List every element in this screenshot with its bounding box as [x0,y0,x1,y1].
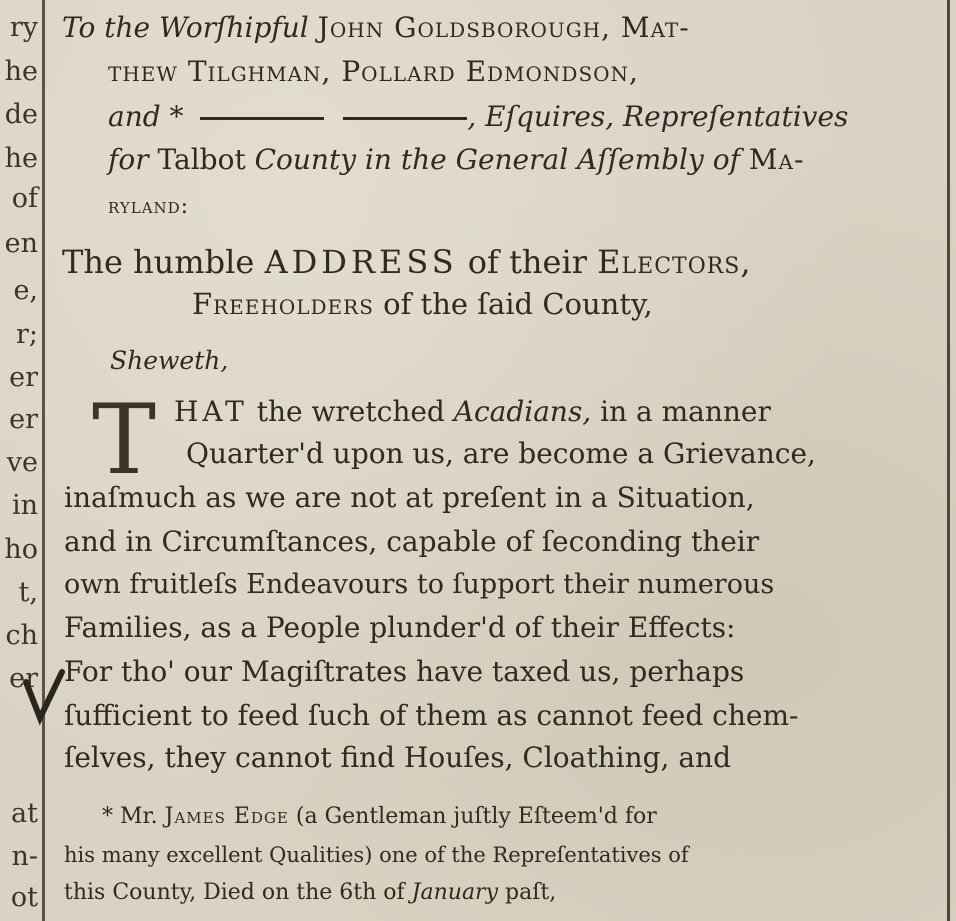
heading-text: and * [108,100,184,133]
footnote-text: this County, Died on the 6th of [64,880,405,905]
footnote-text: (a Gentleman juſtly Eſteem'd for [295,804,657,829]
heading-text: To the Worſhipful [62,11,309,44]
footnote-text: paſt, [505,880,557,905]
fragment: t, [18,577,38,608]
heading-names: thew Tilghman, Pollard Edmondson, [108,55,639,88]
title-text: of the ſaid County, [383,287,653,321]
title-text: of their [467,243,587,281]
heading-names: ryland: [108,194,190,219]
drop-cap: T [92,384,157,496]
heading-line-1 [62,11,690,44]
fragment: n- [11,841,38,872]
fragment: at [11,798,38,829]
fragment: er [9,663,38,694]
fragment: ot [10,882,38,913]
footnote-line-3 [64,882,556,904]
column-rule-right [947,0,950,921]
fragment: in [11,490,38,521]
footnote-name: James Edge [164,804,289,829]
column-rule-left [42,0,45,921]
fragment: he [4,143,38,174]
body-line-3: inaſmuch as we are not at preſent in a Situation, [64,481,755,514]
fragment: he [4,56,38,87]
heading-line-4 [108,143,805,176]
heading-line-5 [108,196,189,218]
title-freeholders: Freeholders [192,287,374,321]
title-line-1 [62,243,752,281]
heading-line-3 [108,100,849,133]
heading-line-2 [108,55,639,88]
blank-dash [343,117,467,120]
salutation: Sheweth, [110,346,229,375]
fragment: er [9,362,38,393]
fragment: en [4,228,38,259]
body-line-8: ſufficient to feed ſuch of them as cannot feed chem- [64,699,799,732]
title-electors: Electors, [597,243,752,281]
ink-check-mark [22,668,68,730]
title-address: ADDRESS [264,243,458,281]
body-line-6: Families, as a People plunder'd of their Effects: [64,611,736,644]
blank-dash [200,117,324,120]
fragment: er [9,404,38,435]
fragment: ve [6,447,38,478]
body-line-2: Quarter'd upon us, are become a Grievance, [186,437,816,470]
county-name: Talbot [157,143,246,176]
heading-names: Ma- [748,143,805,176]
adjacent-column-fragments [0,0,40,921]
footnote-line-1 [102,806,657,828]
body-line-7: For tho' our Magiſtrates have taxed us, perhaps [64,655,745,688]
body-line-4: and in Circumſtances, capable of ſeconding their [64,525,760,558]
footnote-text: * Mr. [102,804,158,829]
body-text: HAT [174,395,248,428]
body-text: the wretched [256,395,445,428]
fragment: e, [13,275,38,306]
heading-text: for [108,143,149,176]
body-acadians: Acadians, [453,395,592,428]
fragment: ho [4,534,38,565]
title-text: The humble [62,243,255,281]
body-text: in a manner [600,395,771,428]
fragment: r; [15,319,38,350]
body-line-9: ſelves, they cannot find Houſes, Cloathing, and [64,741,731,774]
fragment: of [11,183,38,214]
body-line-5: own fruitleſs Endeavours to ſupport their numerous [64,569,775,600]
footnote-month: January [411,880,499,905]
body-line-1 [174,395,771,428]
heading-text: , Eſquires, Repreſentatives [467,100,849,133]
fragment: ch [5,620,38,651]
heading-names: John Goldsborough, Mat- [317,11,690,44]
fragment: ry [9,12,38,43]
title-line-2 [192,287,653,321]
fragment: de [4,99,38,130]
footnote-line-2: his many excellent Qualities) one of the Repreſentatives of [64,843,689,867]
heading-text: County in the General Aſſembly of [254,143,740,176]
